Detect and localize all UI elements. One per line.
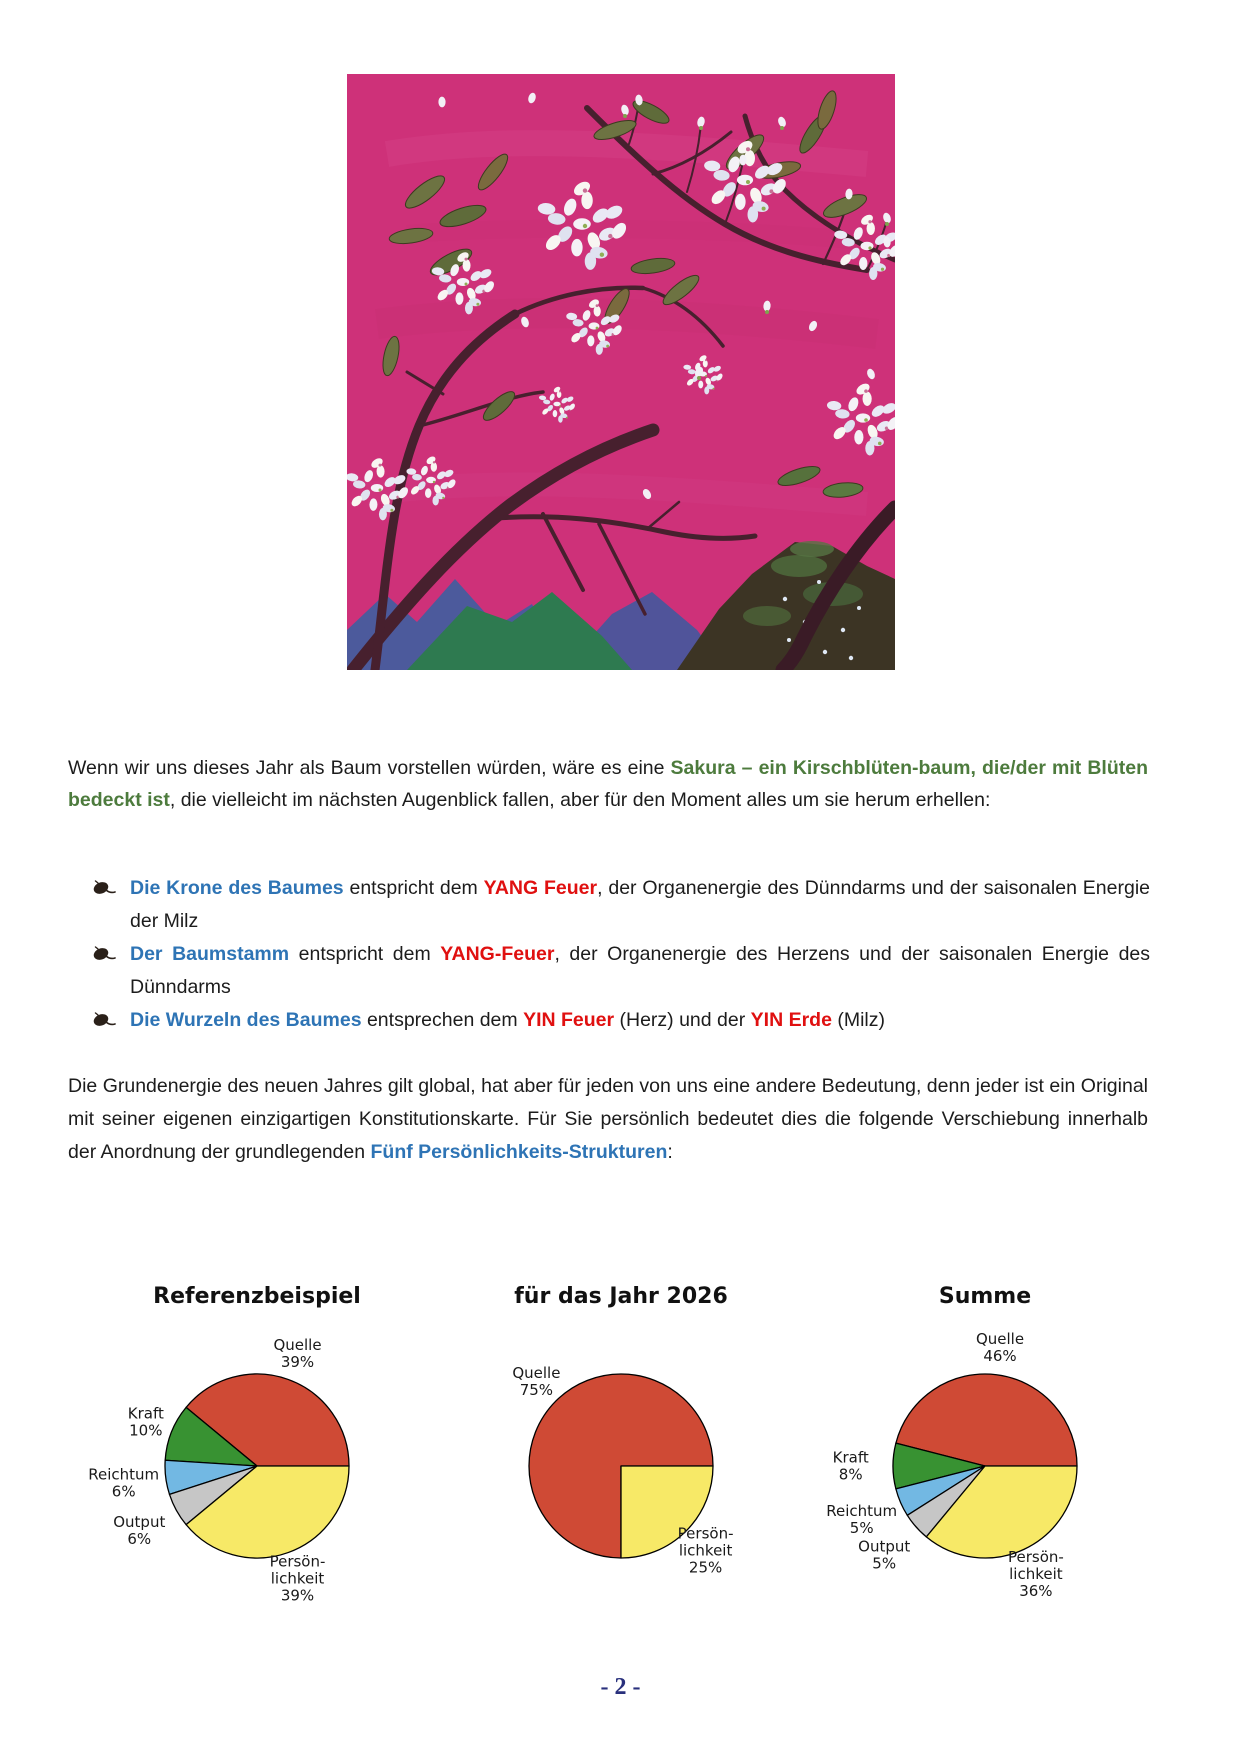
leaf-bullet-icon xyxy=(92,946,116,963)
pie-chart-jahr-2026 xyxy=(439,1316,803,1616)
pie-slice-label: Kraft 10% xyxy=(127,1404,164,1440)
pie-slice-label: Persön-lichkeit 25% xyxy=(677,1524,734,1577)
text-segment-blue-bold: Fünf Persönlichkeits-Strukturen xyxy=(370,1141,668,1163)
chart-jahr-2026 xyxy=(439,1284,803,1616)
text-segment-normal: entspricht dem xyxy=(289,943,441,965)
sakura-painting xyxy=(347,74,895,670)
text-segment-normal: Wenn wir uns dieses Jahr als Baum vorstellen würden, wäre es eine xyxy=(68,757,671,779)
pie-slice-label: Output 6% xyxy=(113,1513,166,1549)
text-segment-green-bold: Sakura – ein Kirschblüten-baum, die/der mit Blüten bedeckt ist xyxy=(68,757,1148,811)
pie-slice-label: Persön-lichkeit 39% xyxy=(269,1552,326,1605)
bullet-text xyxy=(130,877,1150,932)
pie-slice-label: Reichtum 5% xyxy=(826,1501,898,1537)
text-segment-normal: , der Organenergie des Herzens und der saisonalen Energie des Dünndarms xyxy=(130,943,1151,998)
pie-slice-label: Output 5% xyxy=(858,1537,911,1573)
text-segment-normal: (Herz) und der xyxy=(614,1009,751,1031)
leaf-bullet-icon xyxy=(92,1012,116,1029)
page-number: - 2 - xyxy=(600,1674,641,1700)
pie-slice-label: Quelle 39% xyxy=(273,1336,322,1371)
chart-title: Summe xyxy=(938,1284,1032,1309)
bullet-list xyxy=(92,872,1150,1037)
chart-title: Referenzbeispiel xyxy=(153,1284,361,1309)
bullet-text xyxy=(130,1009,885,1031)
chart-title: für das Jahr 2026 xyxy=(514,1284,728,1309)
constitution-paragraph xyxy=(68,1070,1148,1169)
pie-chart-referenzbeispiel xyxy=(75,1316,439,1616)
text-segment-normal: (Milz) xyxy=(831,1009,886,1031)
pie-slice-label: Quelle 46% xyxy=(975,1329,1025,1365)
text-segment-red-bold: YANG-Feuer xyxy=(440,943,555,965)
text-segment-normal: entsprechen dem xyxy=(361,1009,524,1031)
text-segment-red-bold: YIN Feuer xyxy=(523,1009,615,1031)
text-segment-red-bold: YIN Erde xyxy=(750,1009,832,1031)
text-segment-normal: : xyxy=(667,1141,673,1163)
bullet-item-baumstamm xyxy=(92,938,1150,1004)
text-segment-normal: Die Grundenergie des neuen Jahres gilt global, hat aber für jeden von uns eine andere Bedeutung, denn jeder ist ein Original mit seiner eigenen einzigartigen Konstitutionskarte. Für Sie persönlich bedeutet dies die folgende Verschiebung innerhalb der Anordnung der grundlegenden xyxy=(68,1075,1148,1163)
bullet-item-wurzeln xyxy=(92,1004,1150,1037)
text-segment-normal: entspricht dem xyxy=(343,877,484,899)
text-segment-blue-bold: Der Baumstamm xyxy=(130,943,290,965)
text-segment-normal: , die vielleicht im nächsten Augenblick fallen, aber für den Moment alles um sie herum erhellen: xyxy=(169,789,991,811)
pie-slice-label: Persön-lichkeit 36% xyxy=(1007,1548,1064,1601)
intro-paragraph xyxy=(68,752,1148,816)
bullet-item-krone xyxy=(92,872,1150,938)
bullet-text xyxy=(130,943,1150,998)
text-segment-blue-bold: Die Wurzeln des Baumes xyxy=(130,1009,362,1031)
pie-slice-label: Reichtum 6% xyxy=(88,1465,160,1501)
text-segment-red-bold: YANG Feuer xyxy=(483,877,598,899)
pie-slice-label: Quelle 75% xyxy=(512,1363,561,1399)
text-segment-normal: , der Organenergie des Dünndarms und der saisonalen Energie der Milz xyxy=(130,877,1150,932)
pie-chart-summe xyxy=(803,1316,1167,1616)
text-segment-blue-bold: Die Krone des Baumes xyxy=(130,877,344,899)
charts-row xyxy=(75,1284,1167,1616)
leaf-bullet-icon xyxy=(92,880,116,897)
chart-referenzbeispiel xyxy=(75,1284,439,1616)
pie-slice-label: Kraft 8% xyxy=(832,1448,869,1484)
chart-summe xyxy=(803,1284,1167,1616)
